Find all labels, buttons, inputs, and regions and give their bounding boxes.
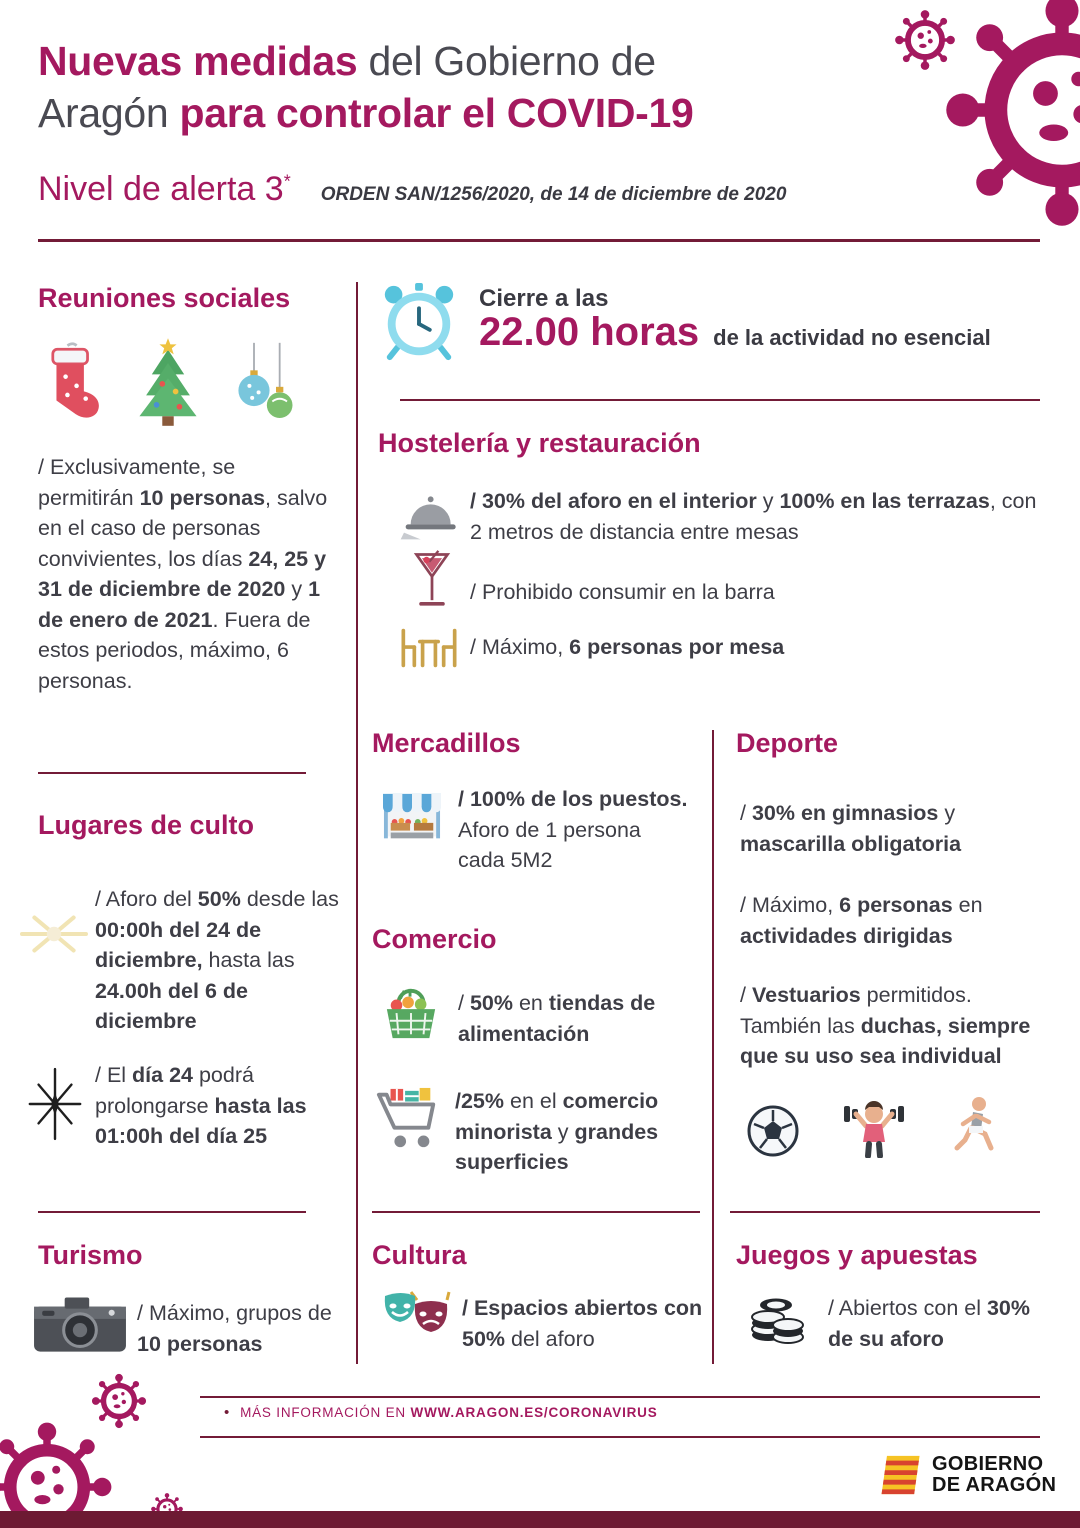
turismo-item: / Máximo, grupos de 10 personas: [137, 1301, 332, 1356]
shopping-cart-icon: [375, 1084, 441, 1154]
poker-chips-icon: [746, 1288, 808, 1348]
soccer-ball-icon: [746, 1104, 800, 1158]
culto-item-1: / Aforo del 50% desde las 00:00h del 24 de diciembre, hasta las 24.00h del 6 de diciembre: [95, 887, 339, 1034]
alert-asterisk: *: [283, 171, 291, 192]
alarm-clock-icon: [378, 281, 460, 363]
section-mercadillos-heading: Mercadillos: [372, 728, 521, 758]
grocery-basket-icon: [381, 986, 441, 1042]
column-divider: [712, 730, 714, 1364]
footer-info-plain: MÁS INFORMACIÓN EN: [240, 1405, 411, 1420]
divider: [38, 1211, 306, 1213]
deporte-item-1: / 30% en gimnasios y mascarilla obligatoria: [740, 801, 962, 856]
alert-level: [38, 170, 291, 209]
title-accent-2: para controlar el COVID-19: [179, 89, 694, 136]
divider: [730, 1211, 1040, 1213]
divider: [200, 1396, 1040, 1398]
comercio-item-1: / 50% en tiendas de alimentación: [458, 991, 656, 1046]
virus-icon: [938, 0, 1080, 234]
ornaments-icon: [232, 342, 298, 428]
stocking-icon: [40, 340, 104, 428]
weightlifting-icon: [842, 1096, 906, 1158]
section-hosteleria-heading: Hostelería y restauración: [378, 428, 701, 458]
table-chairs-icon: [396, 626, 462, 670]
footer-info-text: [240, 1405, 657, 1420]
deporte-item-3: / Vestuarios permitidos. También las duchas, siempre que su uso sea individual: [740, 983, 1031, 1069]
cloche-icon: [399, 490, 459, 542]
mercadillos-item: / 100% de los puestos. Aforo de 1 persona cada 5M2: [458, 787, 688, 873]
title-accent-1: Nuevas medidas: [38, 38, 358, 84]
theater-masks-icon: [381, 1290, 451, 1346]
comercio-item-2: /25% en el comercio minorista y grandes superficies: [455, 1089, 659, 1175]
column-divider: [356, 282, 358, 1364]
section-comercio-heading: Comercio: [372, 924, 497, 954]
header-divider: [38, 239, 1040, 242]
aragon-flag-icon: [876, 1452, 922, 1498]
logo-line-2: DE ARAGÓN: [932, 1474, 1057, 1496]
logo-line-1: GOBIERNO: [932, 1452, 1044, 1475]
logo-text: [932, 1454, 1056, 1496]
culto-item-2: / El día 24 podrá prolongarse hasta las 01:00h del día 25: [95, 1063, 307, 1149]
section-deporte-heading: Deporte: [736, 728, 839, 758]
sun-icon: [20, 905, 88, 963]
coronavirus-url[interactable]: WWW.ARAGON.ES/CORONAVIRUS: [410, 1405, 658, 1420]
divider: [38, 772, 306, 774]
closure-intro: Cierre a las: [479, 285, 609, 312]
reuniones-paragraph: / Exclusivamente, se permitirán 10 personas, salvo en el caso de personas convivientes, los días 24, 25 y 31 de diciembre de 2020 y 1 de enero de 2021. Fuera de estos periodos, máximo, 6 personas.: [38, 455, 328, 693]
cocktail-icon: [411, 548, 453, 614]
section-reuniones-heading: Reuniones sociales: [38, 283, 291, 313]
title-line-2: [38, 88, 878, 140]
closure-line: [479, 310, 991, 355]
deporte-item-2: / Máximo, 6 personas en actividades dirigidas: [740, 893, 983, 948]
closure-time: 22.00 horas: [479, 310, 700, 354]
christmas-icons-row: [40, 336, 298, 428]
hosteleria-item-3: / Máximo, 6 personas por mesa: [470, 635, 785, 659]
bottom-bar: [0, 1511, 1080, 1528]
cultura-item: / Espacios abiertos con 50% del aforo: [462, 1296, 703, 1351]
star-icon: [24, 1066, 86, 1142]
divider: [400, 399, 1040, 401]
sport-icons-row: [746, 1096, 1002, 1158]
divider: [372, 1211, 700, 1213]
alert-row: [38, 170, 786, 209]
section-turismo-heading: Turismo: [38, 1240, 143, 1270]
running-icon: [948, 1096, 1002, 1158]
market-stall-icon: [381, 790, 443, 848]
title-plain-2: Aragón: [38, 89, 180, 136]
closure-tail: de la actividad no esencial: [713, 325, 991, 350]
hosteleria-item-1: / 30% del aforo en el interior y 100% en las terrazas, con 2 metros de distancia entre mesas: [470, 489, 1037, 544]
title-line-1: [38, 36, 878, 88]
order-reference: ORDEN SAN/1256/2020, de 14 de diciembre de 2020: [320, 184, 787, 205]
bullet: •: [224, 1404, 231, 1421]
section-culto-heading: Lugares de culto: [38, 810, 255, 840]
alert-level-text: Nivel de alerta 3: [38, 170, 284, 208]
section-cultura-heading: Cultura: [372, 1240, 467, 1270]
title-plain-1: del Gobierno de: [357, 38, 656, 84]
juegos-item: / Abiertos con el 30% de su aforo: [828, 1296, 1030, 1351]
section-juegos-heading: Juegos y apuestas: [736, 1240, 978, 1270]
gobierno-aragon-logo: [876, 1452, 1056, 1498]
footer-info: [224, 1404, 658, 1421]
christmas-tree-icon: [128, 336, 208, 428]
camera-icon: [32, 1292, 128, 1356]
hosteleria-item-2: / Prohibido consumir en la barra: [470, 580, 775, 604]
divider: [200, 1436, 1040, 1438]
page-title: [38, 36, 878, 139]
